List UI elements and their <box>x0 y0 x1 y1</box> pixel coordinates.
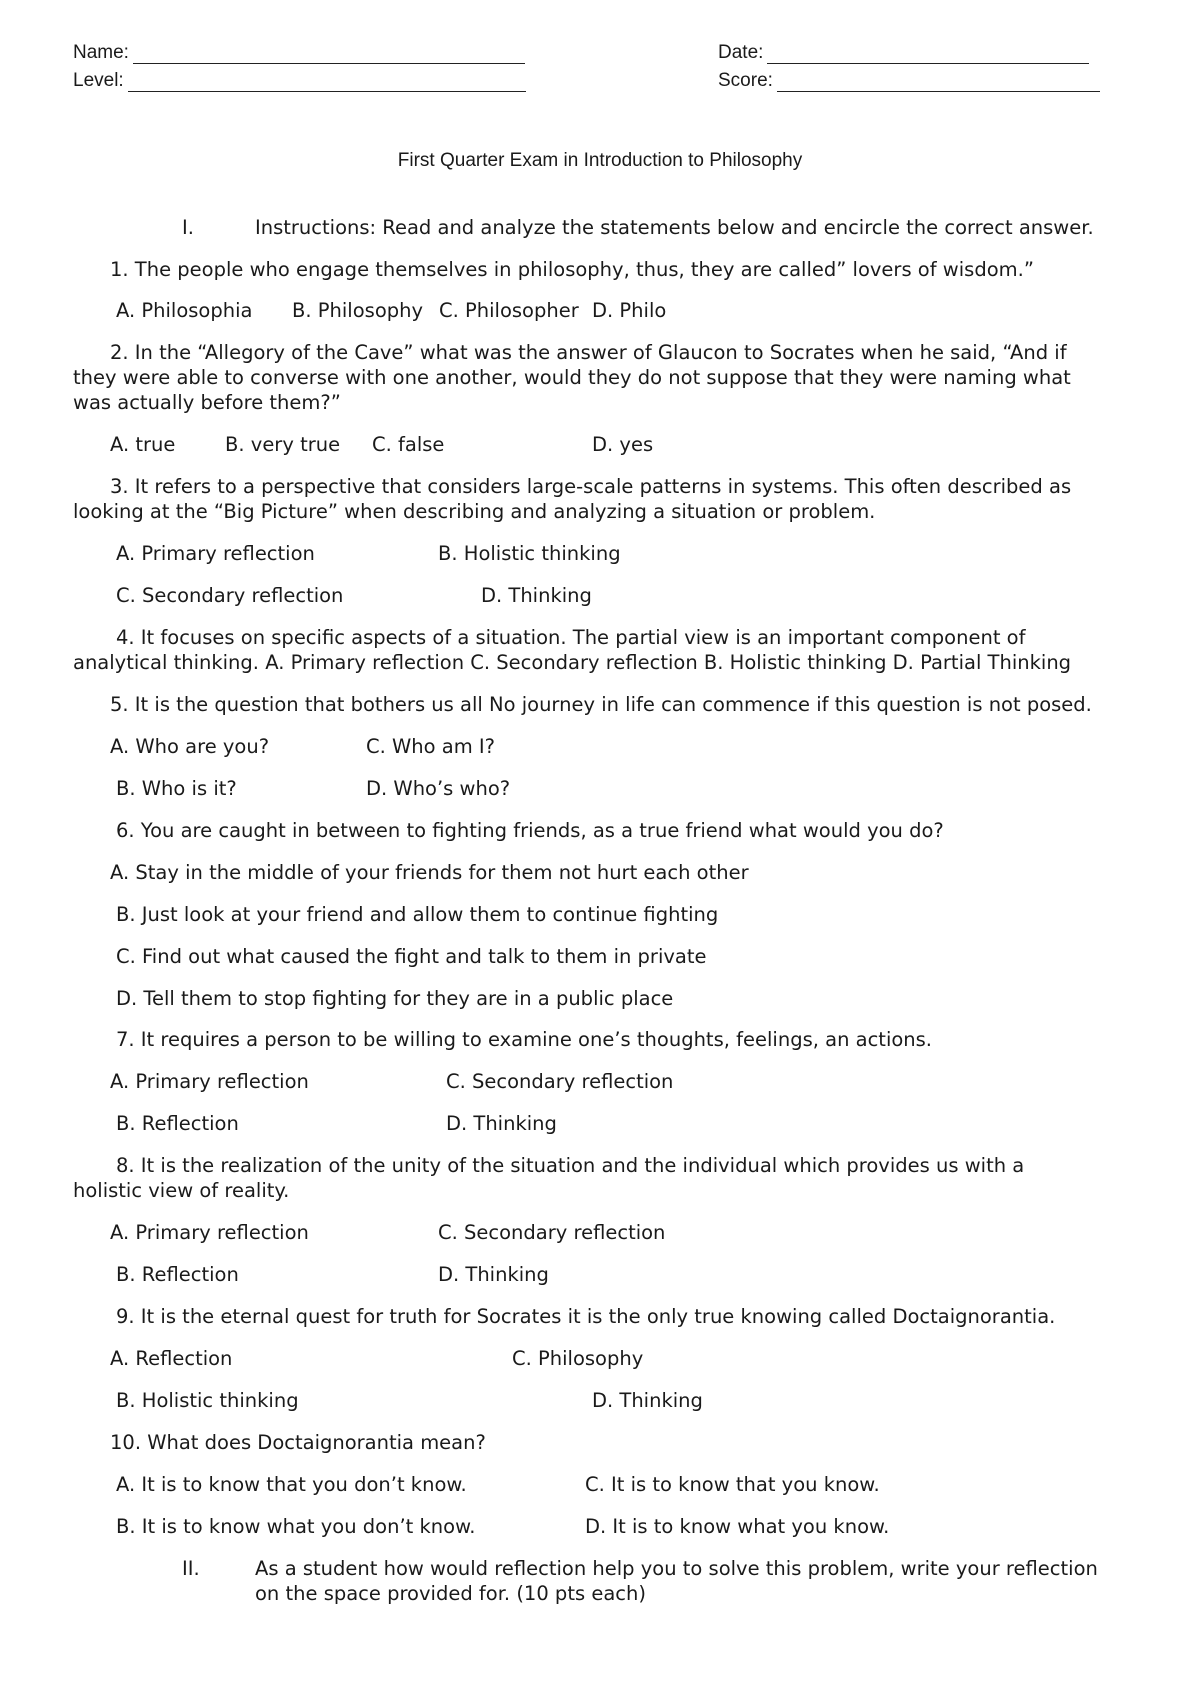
q7-text: 7. It requires a person to be willing to examine one’s thoughts, feelings, an actions. <box>116 1028 933 1051</box>
q4-text: 4. It focuses on specific aspects of a situation. The partial view is an important component of <box>116 626 1026 649</box>
q1-text: 1. The people who engage themselves in philosophy, thus, they are called” lovers of wisdom.” <box>110 258 1034 281</box>
q9-option-c[interactable]: C. Philosophy <box>512 1347 644 1370</box>
q1-option-a[interactable]: A. Philosophia <box>116 299 253 322</box>
q3-text: 3. It refers to a perspective that considers large-scale patterns in systems. This often described as <box>110 475 1072 498</box>
q8-text: 8. It is the realization of the unity of the situation and the individual which provides us with a <box>116 1154 1025 1177</box>
q8-option-b[interactable]: B. Reflection <box>116 1263 239 1286</box>
q10-option-c[interactable]: C. It is to know that you know. <box>585 1473 880 1496</box>
q1-option-d[interactable]: D. Philo <box>592 299 667 322</box>
q1-option-b[interactable]: B. Philosophy <box>292 299 424 322</box>
q8-option-d[interactable]: D. Thinking <box>438 1263 549 1286</box>
q2-text-line3: was actually before them?” <box>73 391 341 414</box>
part2-text: As a student how would reflection help you to solve this problem, write your reflection <box>255 1557 1098 1580</box>
level-blank[interactable] <box>128 73 526 92</box>
q5-option-c[interactable]: C. Who am I? <box>366 735 496 758</box>
q5-option-a[interactable]: A. Who are you? <box>110 735 270 758</box>
q2-text: 2. In the “Allegory of the Cave” what was the answer of Glaucon to Socrates when he said, “And if <box>110 341 1067 364</box>
q3-option-b[interactable]: B. Holistic thinking <box>438 542 621 565</box>
score-blank[interactable] <box>777 73 1100 92</box>
q6-option-a[interactable]: A. Stay in the middle of your friends for them not hurt each other <box>110 861 749 884</box>
q8-option-c[interactable]: C. Secondary reflection <box>438 1221 666 1244</box>
part2-text-line2: on the space provided for. (10 pts each) <box>255 1582 646 1605</box>
q4-text-line2: analytical thinking. A. Primary reflection C. Secondary reflection B. Holistic thinking D. Partial Thinking <box>73 651 1072 674</box>
q6-option-b[interactable]: B. Just look at your friend and allow them to continue fighting <box>116 903 719 926</box>
q6-option-c[interactable]: C. Find out what caused the fight and talk to them in private <box>116 945 707 968</box>
q10-option-a[interactable]: A. It is to know that you don’t know. <box>116 1473 467 1496</box>
q3-text-line2: looking at the “Big Picture” when describing and analyzing a situation or problem. <box>73 500 876 523</box>
q9-option-b[interactable]: B. Holistic thinking <box>116 1389 299 1412</box>
q9-text: 9. It is the eternal quest for truth for Socrates it is the only true knowing called Doctaignorantia. <box>116 1305 1056 1328</box>
q2-option-c[interactable]: C. false <box>372 433 445 456</box>
date-label: Date: <box>718 42 764 63</box>
q2-option-b[interactable]: B. very true <box>225 433 341 456</box>
exam-title: First Quarter Exam in Introduction to Philosophy <box>397 150 803 171</box>
q7-option-c[interactable]: C. Secondary reflection <box>446 1070 674 1093</box>
q2-option-d[interactable]: D. yes <box>592 433 654 456</box>
q10-option-b[interactable]: B. It is to know what you don’t know. <box>116 1515 476 1538</box>
score-label: Score: <box>718 70 773 91</box>
q7-option-b[interactable]: B. Reflection <box>116 1112 239 1135</box>
date-field[interactable] <box>718 42 1089 64</box>
score-field[interactable] <box>718 70 1100 92</box>
level-field[interactable] <box>73 70 526 92</box>
name-blank[interactable] <box>133 45 525 64</box>
q10-option-d[interactable]: D. It is to know what you know. <box>585 1515 890 1538</box>
level-label: Level: <box>73 70 124 91</box>
q5-option-b[interactable]: B. Who is it? <box>116 777 237 800</box>
q8-text-line2: holistic view of reality. <box>73 1179 290 1202</box>
q5-option-d[interactable]: D. Who’s who? <box>366 777 511 800</box>
part1-instructions: Instructions: Read and analyze the statements below and encircle the correct answer. <box>255 216 1094 239</box>
q9-option-a[interactable]: A. Reflection <box>110 1347 233 1370</box>
q2-option-a[interactable]: A. true <box>110 433 176 456</box>
part1-numeral: I. <box>182 216 194 239</box>
name-field[interactable] <box>73 42 525 64</box>
q1-option-c[interactable]: C. Philosopher <box>439 299 579 322</box>
q6-option-d[interactable]: D. Tell them to stop fighting for they are in a public place <box>116 987 674 1010</box>
q3-option-d[interactable]: D. Thinking <box>481 584 592 607</box>
q2-text-line2: they were able to converse with one another, would they do not suppose that they were naming what <box>73 366 1071 389</box>
q9-option-d[interactable]: D. Thinking <box>592 1389 703 1412</box>
q8-option-a[interactable]: A. Primary reflection <box>110 1221 309 1244</box>
q5-text: 5. It is the question that bothers us all No journey in life can commence if this question is not posed. <box>110 693 1092 716</box>
q3-option-a[interactable]: A. Primary reflection <box>116 542 315 565</box>
part2-numeral: II. <box>182 1557 200 1580</box>
q10-text: 10. What does Doctaignorantia mean? <box>110 1431 486 1454</box>
q3-option-c[interactable]: C. Secondary reflection <box>116 584 344 607</box>
q7-option-d[interactable]: D. Thinking <box>446 1112 557 1135</box>
q7-option-a[interactable]: A. Primary reflection <box>110 1070 309 1093</box>
date-blank[interactable] <box>767 45 1089 64</box>
name-label: Name: <box>73 42 129 63</box>
q6-text: 6. You are caught in between to fighting friends, as a true friend what would you do? <box>116 819 944 842</box>
